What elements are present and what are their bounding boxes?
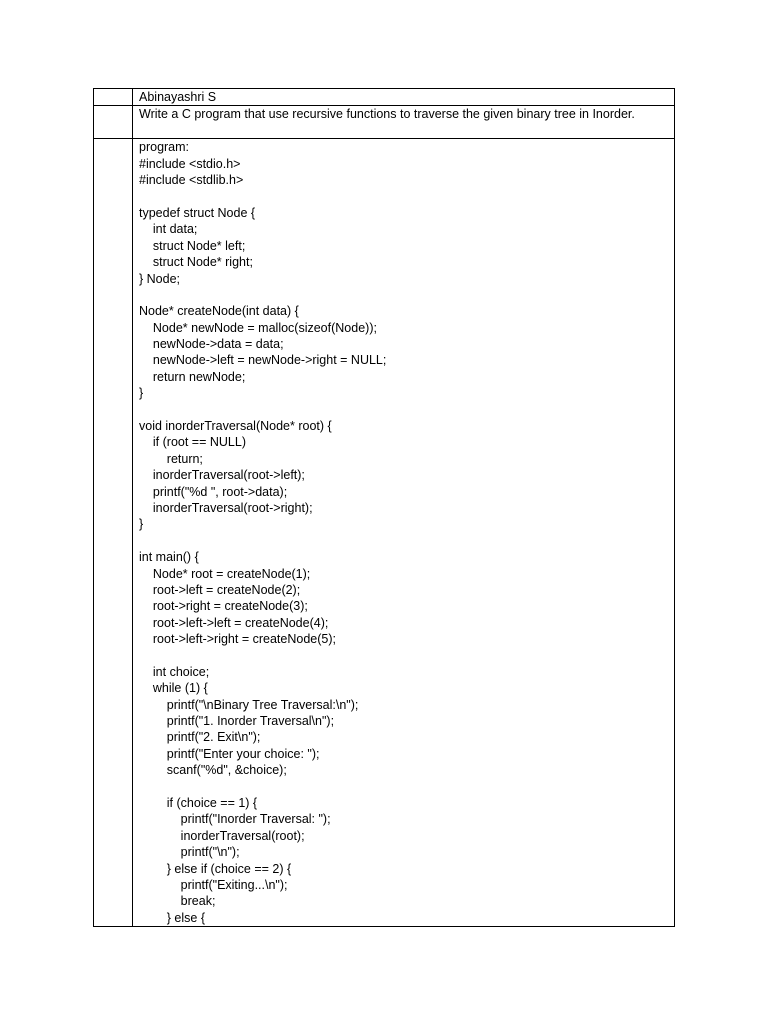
document-table: [93, 88, 675, 927]
code-line: inorderTraversal(root);: [139, 828, 305, 843]
code-line: printf("Exiting...\n");: [139, 877, 288, 892]
code-line: [139, 533, 668, 549]
code-line: scanf("%d", &choice);: [139, 763, 287, 778]
code-line: newNode->data = data;: [139, 337, 284, 352]
code-line: } else if (choice == 2) {: [139, 861, 292, 876]
code-line: #include <stdlib.h>: [139, 173, 244, 188]
code-line: return;: [139, 451, 203, 466]
author-name: Abinayashri S: [133, 89, 675, 106]
code-line: printf("\n");: [139, 845, 240, 860]
code-line: struct Node* left;: [139, 238, 246, 253]
code-line: [139, 287, 668, 303]
row-number-cell: [94, 139, 133, 927]
code-line: struct Node* right;: [139, 255, 253, 270]
code-line: inorderTraversal(root->right);: [139, 501, 313, 515]
program-code: [139, 139, 668, 926]
code-line: root->left->left = createNode(4);: [139, 615, 329, 630]
code-line: printf("Enter your choice: ");: [139, 746, 320, 761]
code-line: [139, 402, 668, 418]
question-row: [94, 106, 675, 139]
code-line: Node* createNode(int data) {: [139, 304, 299, 319]
code-line: root->left = createNode(2);: [139, 582, 301, 597]
row-number-cell: [94, 89, 133, 106]
code-row: [94, 139, 675, 927]
code-line: } Node;: [139, 271, 181, 286]
code-line: if (choice == 1) {: [139, 796, 258, 811]
code-line: [139, 779, 668, 795]
code-line: printf("2. Exit\n");: [139, 730, 261, 745]
code-line: #include <stdio.h>: [139, 156, 241, 171]
question-text: Write a C program that use recursive functions to traverse the given binary tree in Inorder.: [133, 106, 675, 139]
code-line: return newNode;: [139, 369, 246, 384]
code-line: printf("%d ", root->data);: [139, 484, 288, 499]
code-line: }: [139, 386, 144, 401]
code-cell: [133, 139, 675, 927]
code-line: Node* newNode = malloc(sizeof(Node));: [139, 320, 377, 335]
code-line: printf("Inorder Traversal: ");: [139, 812, 331, 827]
code-line: break;: [139, 894, 216, 909]
code-line: Node* root = createNode(1);: [139, 566, 311, 581]
author-row: [94, 89, 675, 106]
code-line: [139, 189, 668, 205]
code-line: } else {: [139, 910, 206, 925]
code-line: [139, 648, 668, 664]
code-line: if (root == NULL): [139, 435, 246, 450]
code-line: int main() {: [139, 550, 199, 565]
code-line: printf("1. Inorder Traversal\n");: [139, 714, 335, 729]
code-line: typedef struct Node {: [139, 205, 256, 220]
code-line: root->right = createNode(3);: [139, 599, 308, 614]
code-line: while (1) {: [139, 681, 208, 696]
code-line: int data;: [139, 222, 198, 237]
code-line: int choice;: [139, 664, 210, 679]
code-line: inorderTraversal(root->left);: [139, 468, 305, 483]
code-line: program:: [139, 140, 190, 155]
code-line: printf("\nBinary Tree Traversal:\n");: [139, 697, 359, 712]
code-line: }: [139, 517, 144, 532]
code-line: newNode->left = newNode->right = NULL;: [139, 353, 387, 368]
code-line: root->left->right = createNode(5);: [139, 632, 336, 647]
row-number-cell: [94, 106, 133, 139]
code-line: void inorderTraversal(Node* root) {: [139, 419, 332, 434]
